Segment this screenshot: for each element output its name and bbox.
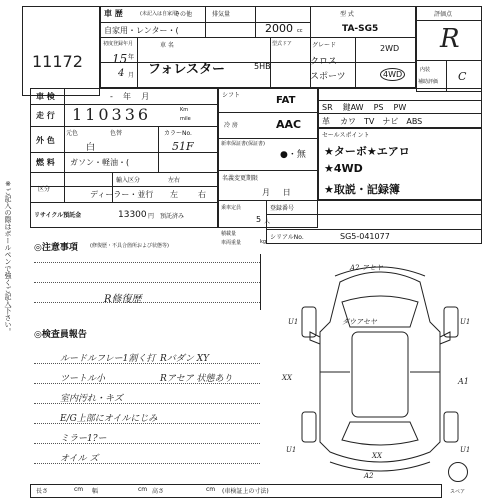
sales-point-label: セールスポイント xyxy=(322,132,370,139)
car-name: フォレスター xyxy=(148,62,225,77)
diagram-label-u1-tr: U1 xyxy=(460,318,471,326)
dimension-note: (車検証上の寸法) xyxy=(222,488,269,495)
notes-sub: (修復歴・不具合箇所および状態等) xyxy=(90,243,169,249)
doors-label: 型式ドア xyxy=(272,41,292,47)
displacement-label: 排気量 xyxy=(212,11,231,18)
reg-no-label: 登録番号 xyxy=(270,205,295,212)
mile-label: mile xyxy=(180,116,191,122)
body-type: 5HB xyxy=(254,62,271,71)
height-label: 高さ xyxy=(152,488,165,495)
mileage-label: 走 行 xyxy=(36,111,55,120)
weight-label: 車両重量 xyxy=(221,240,242,246)
spare-label: スペア xyxy=(450,489,466,495)
recycle-yen: 円 xyxy=(148,213,155,220)
load-label: 積載量 xyxy=(221,231,237,237)
capacity-value: 5 xyxy=(256,215,262,224)
report-right-1: Rバダン XY xyxy=(160,354,210,364)
equip-leather: 革 xyxy=(322,117,330,126)
shift-label: シフト xyxy=(222,92,241,99)
report-line-1: ルードルフレー1割く打 xyxy=(60,354,156,364)
name-label: 車 名 xyxy=(160,42,174,49)
history-sub: (未記入は自家用) xyxy=(140,11,179,17)
model-label: 型 式 xyxy=(340,11,354,18)
report-line-6: オイル ズ xyxy=(60,454,99,464)
capacity-unit: 人 xyxy=(264,218,271,225)
diagram-label-xx-side: XX xyxy=(282,374,292,382)
diagram-label-a1: A1 xyxy=(458,377,469,386)
history-other: その他 xyxy=(174,11,193,18)
report-line-3: 室内汚れ・キズ xyxy=(60,394,123,404)
interior-label: 内装 xyxy=(420,67,431,73)
equip-tv: TV xyxy=(364,117,375,126)
spare-circle xyxy=(448,462,468,482)
kg-label: kg xyxy=(260,239,267,245)
color-change-label: 色替 xyxy=(110,130,123,137)
sales-point-2: ★4WD xyxy=(324,162,363,175)
fuel-label: 燃 料 xyxy=(36,158,55,167)
color-no-value: 51F xyxy=(172,140,194,153)
equip-pw: PW xyxy=(393,103,407,112)
width-label: 幅 xyxy=(92,488,99,495)
color-value: 白 xyxy=(86,143,96,153)
equip-navi: ナビ xyxy=(382,117,399,126)
ac-label: 冷 房 xyxy=(224,122,238,129)
shift-value: FAT xyxy=(276,95,296,106)
exterior-label: 補助評価 xyxy=(418,79,439,85)
dealer-value: ディーラー・並行 xyxy=(90,190,154,199)
recycle-status: 預託済み xyxy=(160,213,185,220)
history-options: 自家用・レンター・( xyxy=(104,26,179,35)
name-change-value: 月 日 xyxy=(262,188,291,197)
equip-sr: SR xyxy=(322,103,333,112)
right-value: 右 xyxy=(198,190,206,199)
stock-box xyxy=(22,6,100,96)
recycle-label: リサイクル預託金 xyxy=(34,212,82,219)
orig-color-label: 元色 xyxy=(66,130,79,137)
left-value: 左 xyxy=(170,190,178,199)
mileage-value: 110336 xyxy=(72,105,152,124)
length-label: 長さ xyxy=(36,488,49,495)
fuel-value: ガソン・軽油・( xyxy=(70,158,130,167)
reg-year-unit: 年 xyxy=(128,54,135,61)
equipment-row1 xyxy=(322,102,406,113)
diagram-label-roof: ダウアセヤ xyxy=(342,318,377,326)
wd4: 4WD xyxy=(380,68,405,81)
grade-label: グレード xyxy=(312,42,337,49)
km-label: Km xyxy=(180,107,189,113)
grade-line1: クロス xyxy=(310,57,338,67)
diagram-label-u1-br: U1 xyxy=(460,446,471,454)
chassis-value: SG5-041077 xyxy=(340,232,390,241)
sales-point-3: ★取説・記録簿 xyxy=(324,183,400,196)
notes-label: ◎注意事項 xyxy=(34,243,78,253)
wd2: 2WD xyxy=(380,44,400,53)
chassis-label: シリアルNo. xyxy=(270,234,304,241)
interior-value: C xyxy=(458,70,467,83)
reg-year: 15 xyxy=(112,52,128,66)
equip-abs: ABS xyxy=(406,117,423,126)
height-cm: cm xyxy=(206,486,216,493)
model-value: TA-SG5 xyxy=(342,24,379,34)
name-change-label: 名義変更期限 xyxy=(222,175,259,182)
length-cm: cm xyxy=(74,486,84,493)
grade-line2: スポーツ xyxy=(310,72,346,82)
report-label: ◎検査員報告 xyxy=(34,330,87,340)
report-line-5: ミラー1?ー xyxy=(60,434,107,444)
score-value: R xyxy=(440,24,460,54)
capacity-label: 乗車定員 xyxy=(221,205,242,211)
notes-handwritten: R修復歴 xyxy=(104,294,142,305)
reg-month: 4 xyxy=(118,68,125,79)
cc-label: cc xyxy=(297,28,303,34)
report-line-2: ツートル小 xyxy=(60,374,106,384)
reg-label: 初度登録年月 xyxy=(103,41,134,47)
diagram-label-a2-top: A2 アセヤ xyxy=(350,264,383,272)
side-note: ※ご記入の際はボールペンで強くご記入下さい。 xyxy=(4,180,12,335)
sales-point-1: ★ターボ★エアロ xyxy=(324,145,410,158)
equip-ps: PS xyxy=(373,103,384,112)
color-no-label: カラーNo. xyxy=(164,130,192,137)
shaken-value: - 年 月 xyxy=(110,92,150,101)
manual-value: ●・無 xyxy=(280,150,306,160)
diagram-label-a2-bottom: A2 xyxy=(364,472,374,480)
equip-kawa: カワ xyxy=(340,117,356,126)
diagram-label-xx-bottom: XX xyxy=(372,452,382,460)
steer-label: 左右 xyxy=(168,177,181,184)
recycle-value: 13300 xyxy=(118,210,147,220)
type-label: 区分 xyxy=(38,186,51,193)
stock-number: 11172 xyxy=(32,52,83,71)
displacement-value: 2000 xyxy=(265,22,293,35)
history-label: 車 歴 xyxy=(104,9,123,18)
equipment-row2 xyxy=(322,116,422,127)
diagram-label-u1-tl: U1 xyxy=(288,318,299,326)
equip-aw: 鍵AW xyxy=(342,103,364,112)
color-label: 外 色 xyxy=(36,136,55,145)
shaken-label: 車 検 xyxy=(36,92,55,101)
car-diagram xyxy=(280,262,480,482)
import-label: 輸入区分 xyxy=(116,177,141,184)
score-label: 評価点 xyxy=(434,11,453,18)
ac-value: AAC xyxy=(276,118,302,131)
report-line-4: E/G上部にオイルにじみ xyxy=(60,414,158,424)
report-right-2: Rアセア 状態あり xyxy=(160,374,233,384)
manual-label: 新車保証書(保証書) xyxy=(221,141,265,147)
reg-month-unit: 月 xyxy=(128,72,135,79)
diagram-label-u1-bl: U1 xyxy=(286,446,297,454)
width-cm: cm xyxy=(138,486,148,493)
